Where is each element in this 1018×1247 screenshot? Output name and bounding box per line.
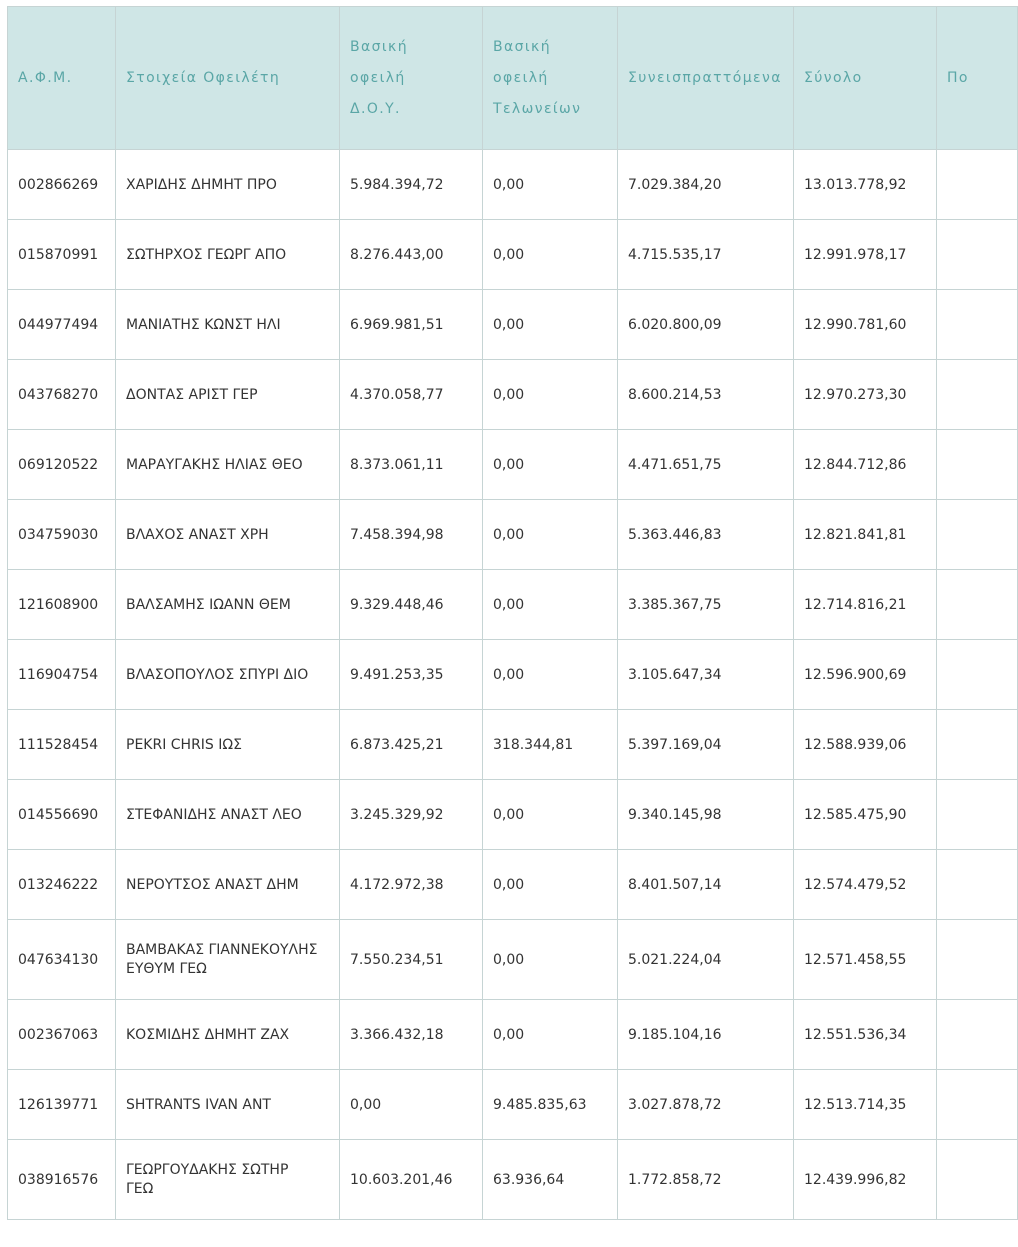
cell-collected: 8.401.507,14: [618, 850, 794, 920]
header-debtor-details: Στοιχεία Οφειλέτη: [116, 7, 340, 150]
cell-doy: 6.969.981,51: [340, 290, 483, 360]
cell-total: 12.439.996,82: [794, 1140, 937, 1220]
table-row: [8, 150, 1018, 220]
cell-doy: 8.373.061,11: [340, 430, 483, 500]
cell-doy: 7.458.394,98: [340, 500, 483, 570]
cell-extra: [937, 780, 1018, 850]
header-base-debt-doy: Βασική οφειλή Δ.Ο.Υ.: [340, 7, 483, 150]
cell-extra: [937, 360, 1018, 430]
cell-tel: 0,00: [483, 780, 618, 850]
cell-afm: 111528454: [8, 710, 116, 780]
table-row: [8, 710, 1018, 780]
cell-doy: 4.172.972,38: [340, 850, 483, 920]
cell-collected: 7.029.384,20: [618, 150, 794, 220]
table-row: [8, 220, 1018, 290]
cell-name: ΜΑΝΙΑΤΗΣ ΚΩΝΣΤ ΗΛΙ: [116, 290, 340, 360]
cell-afm: 044977494: [8, 290, 116, 360]
cell-tel: 0,00: [483, 920, 618, 1000]
cell-tel: 0,00: [483, 430, 618, 500]
table-row: [8, 1070, 1018, 1140]
cell-tel: 0,00: [483, 640, 618, 710]
cell-extra: [937, 1000, 1018, 1070]
cell-afm: 002866269: [8, 150, 116, 220]
cell-collected: 3.105.647,34: [618, 640, 794, 710]
cell-name: ΣΩΤΗΡΧΟΣ ΓΕΩΡΓ ΑΠΟ: [116, 220, 340, 290]
cell-afm: 069120522: [8, 430, 116, 500]
table-row: [8, 780, 1018, 850]
cell-extra: [937, 1070, 1018, 1140]
header-total: Σύνολο: [794, 7, 937, 150]
cell-name: ΒΑΛΣΑΜΗΣ ΙΩΑΝΝ ΘΕΜ: [116, 570, 340, 640]
debtors-table: [7, 6, 1018, 1220]
cell-total: 12.571.458,55: [794, 920, 937, 1000]
cell-doy: 5.984.394,72: [340, 150, 483, 220]
cell-total: 12.990.781,60: [794, 290, 937, 360]
cell-tel: 0,00: [483, 1000, 618, 1070]
cell-extra: [937, 220, 1018, 290]
cell-afm: 034759030: [8, 500, 116, 570]
cell-collected: 5.397.169,04: [618, 710, 794, 780]
cell-collected: 9.340.145,98: [618, 780, 794, 850]
cell-doy: 3.245.329,92: [340, 780, 483, 850]
table-row: [8, 640, 1018, 710]
cell-afm: 121608900: [8, 570, 116, 640]
cell-tel: 318.344,81: [483, 710, 618, 780]
cell-afm: 013246222: [8, 850, 116, 920]
cell-collected: 1.772.858,72: [618, 1140, 794, 1220]
cell-total: 13.013.778,92: [794, 150, 937, 220]
cell-extra: [937, 920, 1018, 1000]
cell-collected: 3.027.878,72: [618, 1070, 794, 1140]
cell-extra: [937, 150, 1018, 220]
cell-collected: 4.471.651,75: [618, 430, 794, 500]
table-row: [8, 1140, 1018, 1220]
cell-collected: 4.715.535,17: [618, 220, 794, 290]
cell-tel: 0,00: [483, 360, 618, 430]
cell-tel: 0,00: [483, 850, 618, 920]
cell-tel: 0,00: [483, 150, 618, 220]
cell-name: ΜΑΡΑΥΓΑΚΗΣ ΗΛΙΑΣ ΘΕΟ: [116, 430, 340, 500]
table-row: [8, 430, 1018, 500]
cell-tel: 0,00: [483, 290, 618, 360]
table-header: [8, 7, 1018, 150]
cell-extra: [937, 1140, 1018, 1220]
header-row: [8, 7, 1018, 150]
cell-extra: [937, 570, 1018, 640]
table-row: [8, 850, 1018, 920]
cell-afm: 047634130: [8, 920, 116, 1000]
cell-collected: 9.185.104,16: [618, 1000, 794, 1070]
cell-total: 12.970.273,30: [794, 360, 937, 430]
table-row: [8, 500, 1018, 570]
cell-tel: 0,00: [483, 220, 618, 290]
table-row: [8, 570, 1018, 640]
cell-name: SHTRANTS IVAN ΑΝΤ: [116, 1070, 340, 1140]
cell-doy: 0,00: [340, 1070, 483, 1140]
cell-name: PEKRI CHRIS ΙΩΣ: [116, 710, 340, 780]
header-co-collected: Συνεισπραττόμενα: [618, 7, 794, 150]
cell-tel: 0,00: [483, 500, 618, 570]
cell-name: ΒΛΑΣΟΠΟΥΛΟΣ ΣΠΥΡΙ ΔΙΟ: [116, 640, 340, 710]
cell-total: 12.574.479,52: [794, 850, 937, 920]
cell-afm: 043768270: [8, 360, 116, 430]
cell-doy: 4.370.058,77: [340, 360, 483, 430]
cell-total: 12.513.714,35: [794, 1070, 937, 1140]
header-extra-cut: Πο: [937, 7, 1018, 150]
cell-name: ΔΟΝΤΑΣ ΑΡΙΣΤ ΓΕΡ: [116, 360, 340, 430]
cell-name: ΣΤΕΦΑΝΙΔΗΣ ΑΝΑΣΤ ΛΕΟ: [116, 780, 340, 850]
cell-total: 12.585.475,90: [794, 780, 937, 850]
cell-total: 12.551.536,34: [794, 1000, 937, 1070]
cell-doy: 10.603.201,46: [340, 1140, 483, 1220]
cell-name: ΚΟΣΜΙΔΗΣ ΔΗΜΗΤ ΖΑΧ: [116, 1000, 340, 1070]
cell-total: 12.991.978,17: [794, 220, 937, 290]
table-row: [8, 290, 1018, 360]
cell-doy: 3.366.432,18: [340, 1000, 483, 1070]
cell-extra: [937, 500, 1018, 570]
cell-name: ΓΕΩΡΓΟΥΔΑΚΗΣ ΣΩΤΗΡ ΓΕΩ: [116, 1140, 340, 1220]
cell-afm: 015870991: [8, 220, 116, 290]
cell-doy: 6.873.425,21: [340, 710, 483, 780]
cell-collected: 3.385.367,75: [618, 570, 794, 640]
cell-tel: 0,00: [483, 570, 618, 640]
cell-tel: 63.936,64: [483, 1140, 618, 1220]
cell-doy: 7.550.234,51: [340, 920, 483, 1000]
cell-extra: [937, 290, 1018, 360]
cell-collected: 8.600.214,53: [618, 360, 794, 430]
cell-name: ΝΕΡΟΥΤΣΟΣ ΑΝΑΣΤ ΔΗΜ: [116, 850, 340, 920]
cell-name: ΒΑΜΒΑΚΑΣ ΓΙΑΝΝΕΚΟΥΛΗΣ ΕΥΘΥΜ ΓΕΩ: [116, 920, 340, 1000]
cell-doy: 9.329.448,46: [340, 570, 483, 640]
header-afm: Α.Φ.Μ.: [8, 7, 116, 150]
cell-doy: 8.276.443,00: [340, 220, 483, 290]
cell-afm: 126139771: [8, 1070, 116, 1140]
table-row: [8, 360, 1018, 430]
cell-total: 12.844.712,86: [794, 430, 937, 500]
header-base-debt-customs: Βασική οφειλή Τελωνείων: [483, 7, 618, 150]
cell-doy: 9.491.253,35: [340, 640, 483, 710]
cell-total: 12.714.816,21: [794, 570, 937, 640]
cell-total: 12.588.939,06: [794, 710, 937, 780]
cell-afm: 002367063: [8, 1000, 116, 1070]
table-body: [8, 150, 1018, 1220]
cell-name: ΒΛΑΧΟΣ ΑΝΑΣΤ ΧΡΗ: [116, 500, 340, 570]
cell-tel: 9.485.835,63: [483, 1070, 618, 1140]
cell-total: 12.821.841,81: [794, 500, 937, 570]
table-row: [8, 920, 1018, 1000]
cell-afm: 014556690: [8, 780, 116, 850]
cell-afm: 116904754: [8, 640, 116, 710]
cell-collected: 5.021.224,04: [618, 920, 794, 1000]
cell-extra: [937, 710, 1018, 780]
table-row: [8, 1000, 1018, 1070]
cell-extra: [937, 640, 1018, 710]
cell-total: 12.596.900,69: [794, 640, 937, 710]
cell-afm: 038916576: [8, 1140, 116, 1220]
cell-collected: 6.020.800,09: [618, 290, 794, 360]
cell-extra: [937, 430, 1018, 500]
cell-extra: [937, 850, 1018, 920]
cell-name: ΧΑΡΙΔΗΣ ΔΗΜΗΤ ΠΡΟ: [116, 150, 340, 220]
cell-collected: 5.363.446,83: [618, 500, 794, 570]
